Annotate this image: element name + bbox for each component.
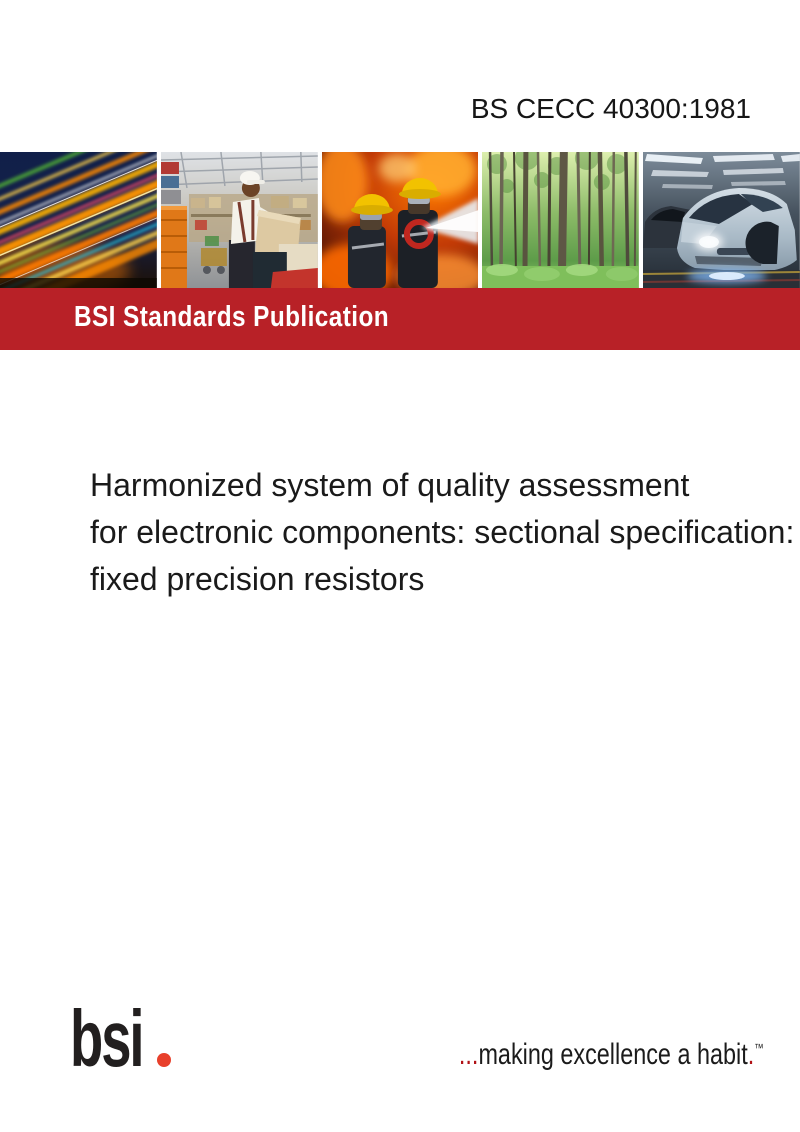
light-trails-illustration [0, 152, 157, 288]
tagline-ellipsis: ... [459, 1038, 479, 1071]
tagline [459, 1040, 764, 1075]
title-line-3: fixed precision resistors [90, 561, 425, 597]
photo-firefighters [322, 152, 479, 288]
forest-illustration [482, 152, 639, 288]
bsi-logo-dot [157, 1053, 171, 1067]
warehouse-illustration [161, 152, 318, 288]
bsi-red-banner [0, 288, 800, 350]
tagline-period: . [748, 1038, 755, 1071]
title-line-1: Harmonized system of quality assessment [90, 467, 690, 503]
undergrowth [482, 264, 639, 288]
photo-warehouse-worker [161, 152, 318, 288]
factory-floor [643, 269, 800, 288]
photo-strip [0, 152, 800, 288]
tagline-text: making excellence a habit [478, 1038, 749, 1071]
trademark-symbol: ™ [754, 1041, 764, 1055]
firefighters-illustration [322, 152, 479, 288]
bsi-logo: bsi [70, 994, 143, 1083]
title-line-2: for electronic components: sectional specification: [90, 514, 795, 550]
photo-forest [482, 152, 639, 288]
banner-label: BSI Standards Publication [74, 301, 390, 334]
photo-car-assembly [643, 152, 800, 288]
car-assembly-illustration [643, 152, 800, 288]
document-number: BS CECC 40300:1981 [470, 93, 751, 124]
document-title [90, 462, 794, 603]
photo-light-trails [0, 152, 157, 288]
